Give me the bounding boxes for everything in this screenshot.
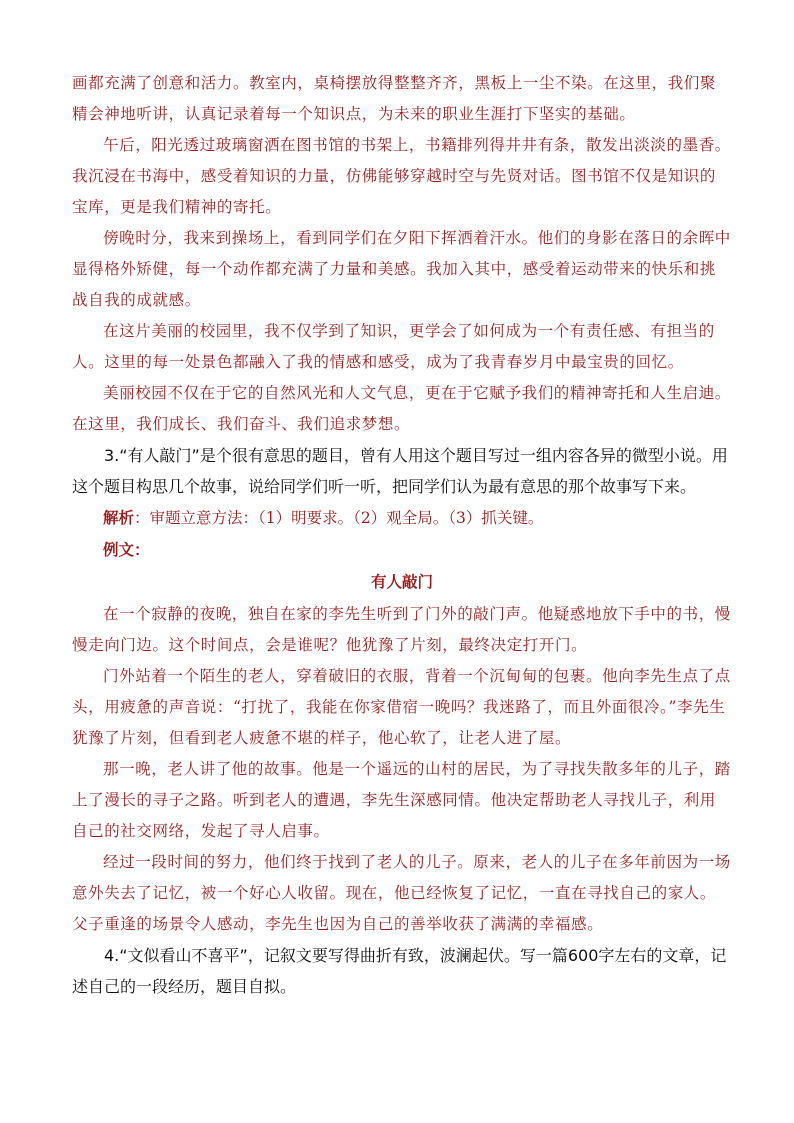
example-paragraph: 在一个寂静的夜晚，独自在家的李先生听到了门外的敲门声。他疑惑地放下手中的书，慢慢走向门边。这个时间点，会是谁呢？他犹豫了片刻，最终决定打开门。 [72, 605, 731, 654]
analysis-text: ：审题立意方法：（1）明要求。（2）观全局。（3）抓关键。 [134, 509, 544, 527]
example-paragraph: 经过一段时间的努力，他们终于找到了老人的儿子。原来，老人的儿子在多年前因为一场意外失去了记忆，被一个好心人收留。现在，他已经恢复了记忆，一直在寻找自己的家人。父子重逢的场景令人感动，李先生也因为自己的善举收获了满满的幸福感。 [72, 853, 731, 933]
analysis-label: 解析 [103, 508, 135, 527]
question-4: 4.“文似看山不喜平”，记叙文要写得曲折有致，波澜起伏。写一篇600字左右的文章，记述自己的一段经历，题目自拟。 [72, 946, 727, 996]
essay-title: 有人敲门 [370, 572, 433, 591]
question-3: 3.“有人敲门”是个很有意思的题目，曾有人用这个题目写过一组内容各异的微型小说。用这个题目构思几个故事，说给同学们听一听，把同学们认为最有意思的那个故事写下来。 [72, 446, 728, 496]
example-paragraph: 门外站着一个陌生的老人，穿着破旧的衣服，背着一个沉甸甸的包裹。他向李先生点了点头，用疲惫的声音说：“打扰了，我能在你家借宿一晚吗？我迷路了，而且外面很冷。”李先生犹豫了片刻，但看到老人疲惫不堪的样子，他心软了，让老人进了屋。 [72, 667, 731, 747]
example-paragraph: 那一晚，老人讲了他的故事。他是一个遥远的山村的居民，为了寻找失散多年的儿子，踏上了漫长的寻子之路。听到老人的遭遇，李先生深感同情。他决定帮助老人寻找儿子，利用自己的社交网络，发起了寻人启事。 [72, 760, 731, 840]
essay-paragraph: 午后，阳光透过玻璃窗洒在图书馆的书架上，书籍排列得井井有条，散发出淡淡的墨香。我沉浸在书海中，感受着知识的力量，仿佛能够穿越时空与先贤对话。图书馆不仅是知识的宝库，更是我们精神的寄托。 [72, 136, 731, 216]
example-label: 例文 [103, 540, 135, 559]
document-page [72, 68, 732, 1002]
analysis-line [72, 502, 732, 534]
example-label-line [72, 534, 732, 565]
example-colon: ： [134, 540, 150, 559]
essay-paragraph: 傍晚时分，我来到操场上，看到同学们在夕阳下挥洒着汗水。他们的身影在落日的余晖中显得格外矫健，每一个动作都充满了力量和美感。我加入其中，感受着运动带来的快乐和挑战自我的成就感。 [72, 229, 731, 309]
essay-paragraph: 美丽校园不仅在于它的自然风光和人文气息，更在于它赋予我们的精神寄托和人生启迪。在这里，我们成长、我们奋斗、我们追求梦想。 [72, 384, 731, 433]
essay-paragraph-continued: 画都充满了创意和活力。教室内，桌椅摆放得整整齐齐，黑板上一尘不染。在这里，我们聚精会神地听讲，认真记录着每一个知识点，为未来的职业生涯打下坚实的基础。 [72, 74, 717, 123]
essay-paragraph: 在这片美丽的校园里，我不仅学到了知识，更学会了如何成为一个有责任感、有担当的人。这里的每一处景色都融入了我的情感和感受，成为了我青春岁月中最宝贵的回忆。 [72, 322, 715, 371]
